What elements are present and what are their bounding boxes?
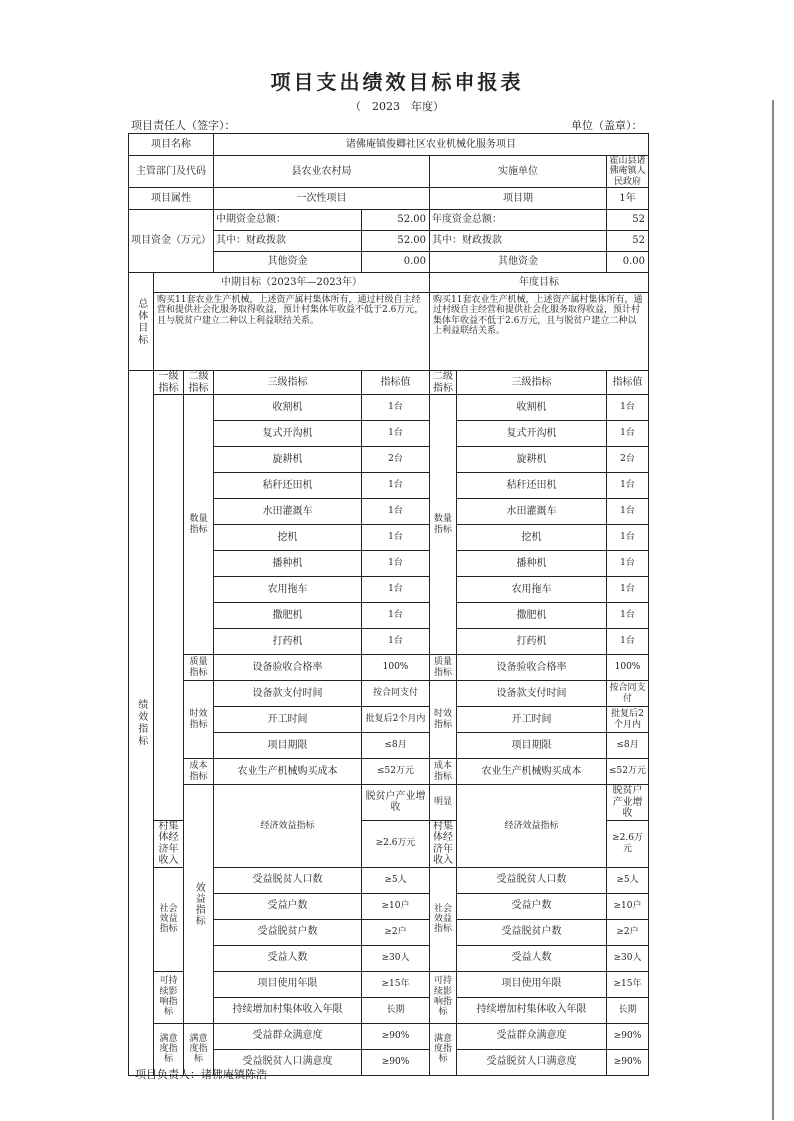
value-year-social: ≥5人	[607, 867, 649, 893]
value-quantity: 1台	[362, 499, 430, 525]
indicator-row	[129, 785, 649, 821]
value-year-time: ≤8月	[607, 733, 649, 759]
value-quantity: 2台	[362, 447, 430, 473]
level3-time: 开工时间	[214, 707, 362, 733]
level3-year-econ: 脱贫户产业增收	[607, 785, 649, 821]
value-year-sustain: 长期	[607, 997, 649, 1023]
level3-year-econ: 村集体经济年收入	[430, 820, 457, 867]
level3-quantity: 秸秆还田机	[214, 473, 362, 499]
project-name: 诸佛庵镇俊卿社区农业机械化服务项目	[214, 134, 649, 156]
mid-total-value: 52.00	[362, 210, 430, 231]
value-year-quantity: 1台	[607, 629, 649, 655]
value-sustain: ≥15年	[362, 971, 430, 997]
level2-year-satisfaction: 满意度指标	[430, 1023, 457, 1075]
h-value-year: 指标值	[607, 371, 649, 395]
level3-year-time: 设备款支付时间	[457, 681, 607, 707]
value-quantity: 1台	[362, 525, 430, 551]
level3-year-quantity: 秸秆还田机	[457, 473, 607, 499]
level3-econ: 脱贫户产业增收	[362, 785, 430, 821]
level3-year-time: 项目期限	[457, 733, 607, 759]
level3-year-quantity: 打药机	[457, 629, 607, 655]
level2-cost: 成本指标	[184, 759, 214, 785]
value-social: ≥30人	[362, 945, 430, 971]
level3-year-quantity: 旋耕机	[457, 447, 607, 473]
level3-year-quantity: 收割机	[457, 395, 607, 421]
level2-year-quality: 质量指标	[430, 655, 457, 681]
level3-year-quality: 设备验收合格率	[457, 655, 607, 681]
value-quality: 100%	[362, 655, 430, 681]
value-year-sustain: ≥15年	[607, 971, 649, 997]
goals-label: 总体目标	[129, 273, 154, 371]
level3-year-social: 受益户数	[457, 893, 607, 919]
level2-sustain: 可持续影响指标	[154, 971, 184, 1023]
level3-quantity: 播种机	[214, 551, 362, 577]
attr-row	[129, 188, 649, 210]
value-year-quantity: 1台	[607, 603, 649, 629]
value-social: ≥5人	[362, 867, 430, 893]
level3-quantity: 收割机	[214, 395, 362, 421]
level3-year-quantity: 撒肥机	[457, 603, 607, 629]
value-year-satisfaction: ≥90%	[607, 1023, 649, 1049]
responsible-signature-label: 项目责任人（签字）：	[131, 119, 236, 132]
mid-fiscal-label: 其中：财政拨款	[214, 231, 362, 252]
level3-econ: 村集体经济年收入	[154, 820, 184, 867]
value-time: 按合同支付	[362, 681, 430, 707]
h-level2-year: 二级指标	[430, 371, 457, 395]
mid-goal-text: 购买11套农业生产机械，上述资产属村集体所有，通过村级自主经营和提供社会化服务取得收益，预计村集体年收益不低于2.6万元，且与脱贫户建立二种以上利益联结关系。	[154, 293, 430, 371]
value-year-social: ≥2户	[607, 919, 649, 945]
level3-year-sustain: 持续增加村集体收入年限	[457, 997, 607, 1023]
footer-responsible: 项目负责人：诸佛庵镇陈浩	[135, 1068, 267, 1081]
value-quantity: 1台	[362, 421, 430, 447]
mid-total-label: 中期资金总额：	[214, 210, 362, 231]
level3-social: 受益户数	[214, 893, 362, 919]
goals-text-row	[129, 293, 649, 371]
page-title: 项目支出绩效目标申报表	[270, 70, 524, 94]
project-name-row	[129, 134, 649, 156]
value-satisfaction: ≥90%	[362, 1023, 430, 1049]
value-social: ≥10户	[362, 893, 430, 919]
level3-year-social: 受益人数	[457, 945, 607, 971]
level3-year-quantity: 播种机	[457, 551, 607, 577]
level2-year-sustain: 可持续影响指标	[430, 971, 457, 1023]
value-year-quantity: 2台	[607, 447, 649, 473]
value-year-cost: ≤52万元	[607, 759, 649, 785]
indicator-row	[129, 395, 649, 421]
year-fiscal-label: 其中：财政拨款	[430, 231, 607, 252]
level2-time: 时效指标	[184, 681, 214, 759]
level2-year-cost: 成本指标	[430, 759, 457, 785]
level3-year-social: 受益脱贫户数	[457, 919, 607, 945]
h-value: 指标值	[362, 371, 430, 395]
h-level2: 二级指标	[184, 371, 214, 395]
value-econ: 明显	[430, 785, 457, 821]
mid-goal-header: 中期目标（2023年—2023年）	[154, 273, 430, 293]
value-year-quality: 100%	[607, 655, 649, 681]
level3-time: 项目期限	[214, 733, 362, 759]
value-year-quantity: 1台	[607, 577, 649, 603]
level3-year-satisfaction: 受益群众满意度	[457, 1023, 607, 1049]
value-year-quantity: 1台	[607, 395, 649, 421]
value-quantity: 1台	[362, 603, 430, 629]
value-quantity: 1台	[362, 395, 430, 421]
value-year-quantity: 1台	[607, 525, 649, 551]
level3-year-quantity: 水田灌溉车	[457, 499, 607, 525]
indicator-header-row	[129, 371, 649, 395]
value-year-satisfaction: ≥90%	[607, 1049, 649, 1075]
value-year-quantity: 1台	[607, 473, 649, 499]
level2-econ: 经济效益指标	[214, 785, 362, 868]
level3-quantity: 水田灌溉车	[214, 499, 362, 525]
funds-label: 项目资金（万元）	[129, 210, 214, 273]
value-cost: ≤52万元	[362, 759, 430, 785]
impl-label: 实施单位	[430, 156, 607, 188]
period-value: 1年	[607, 188, 649, 210]
level3-sustain: 项目使用年限	[214, 971, 362, 997]
level3-social: 受益脱贫人口数	[214, 867, 362, 893]
dept-label: 主管部门及代码	[129, 156, 214, 188]
level2-year-time: 时效指标	[430, 681, 457, 759]
value-year-quantity: 1台	[607, 551, 649, 577]
year-goal-text: 购买11套农业生产机械，上述资产属村集体所有，通过村级自主经营和提供社会化服务取得收益，预计村集体年收益不低于2.6万元，且与脱贫户建立二种以上利益联结关系。	[430, 293, 649, 371]
h-level3-year: 三级指标	[457, 371, 607, 395]
level3-cost: 农业生产机械购买成本	[214, 759, 362, 785]
value-time: ≤8月	[362, 733, 430, 759]
year-goal-header: 年度目标	[430, 273, 649, 293]
year-total-label: 年度资金总额：	[430, 210, 607, 231]
level3-year-quantity: 复式开沟机	[457, 421, 607, 447]
level3-sustain: 持续增加村集体收入年限	[214, 997, 362, 1023]
value-quantity: 1台	[362, 551, 430, 577]
value-quantity: 1台	[362, 473, 430, 499]
year-fiscal-value: 52	[607, 231, 649, 252]
indicator-row	[129, 681, 649, 707]
attr-label: 项目属性	[129, 188, 214, 210]
indicator-row	[129, 1023, 649, 1049]
level3-time: 设备款支付时间	[214, 681, 362, 707]
value-year-quantity: 1台	[607, 421, 649, 447]
level3-year-cost: 农业生产机械购买成本	[457, 759, 607, 785]
level2-quality: 质量指标	[184, 655, 214, 681]
level3-year-time: 开工时间	[457, 707, 607, 733]
benefit-indicator-l1: 效益指标	[184, 785, 214, 1024]
level3-social: 受益人数	[214, 945, 362, 971]
h-level1: 一级指标	[154, 371, 184, 395]
mid-other-label: 其他资金	[214, 252, 362, 273]
level3-quantity: 打药机	[214, 629, 362, 655]
performance-table	[128, 133, 649, 1076]
level3-satisfaction: 受益脱贫人口满意度	[214, 1049, 362, 1075]
indicator-row	[129, 655, 649, 681]
year-other-value: 0.00	[607, 252, 649, 273]
value-quantity: 1台	[362, 577, 430, 603]
dept-row	[129, 156, 649, 188]
dept-value: 县农业农村局	[214, 156, 430, 188]
project-name-label: 项目名称	[129, 134, 214, 156]
funds-row-1	[129, 210, 649, 231]
value-year-econ: ≥2.6万元	[607, 820, 649, 867]
indicator-row	[129, 759, 649, 785]
level3-year-satisfaction: 受益脱贫人口满意度	[457, 1049, 607, 1075]
level3-quantity: 农用拖车	[214, 577, 362, 603]
value-social: ≥2户	[362, 919, 430, 945]
level2-year-quantity: 数量指标	[430, 395, 457, 655]
value-year-social: ≥30人	[607, 945, 649, 971]
value-time: 批复后2个月内	[362, 707, 430, 733]
fiscal-year: （ 2023 年度）	[350, 100, 444, 113]
h-level3: 三级指标	[214, 371, 362, 395]
level3-quantity: 复式开沟机	[214, 421, 362, 447]
level3-social: 受益脱贫户数	[214, 919, 362, 945]
level3-year-quantity: 农用拖车	[457, 577, 607, 603]
page-edge-line	[772, 100, 774, 1120]
level3-year-sustain: 项目使用年限	[457, 971, 607, 997]
level2-quantity: 数量指标	[184, 395, 214, 655]
goals-header-row	[129, 273, 649, 293]
year-total-value: 52	[607, 210, 649, 231]
unit-seal-label: 单位（盖章）：	[571, 119, 643, 132]
value-year-time: 批复后2个月内	[607, 707, 649, 733]
mid-other-value: 0.00	[362, 252, 430, 273]
value-quantity: 1台	[362, 629, 430, 655]
attr-value: 一次性项目	[214, 188, 430, 210]
level3-satisfaction: 受益群众满意度	[214, 1023, 362, 1049]
level3-year-social: 受益脱贫人口数	[457, 867, 607, 893]
value-year-quantity: 1台	[607, 499, 649, 525]
output-indicator-l1	[154, 395, 184, 821]
level2-social: 社会效益指标	[154, 867, 184, 971]
level2-year-econ: 经济效益指标	[457, 785, 607, 868]
value-econ: ≥2.6万元	[362, 820, 430, 867]
value-satisfaction: ≥90%	[362, 1049, 430, 1075]
satisfaction-indicator-l1: 满意度指标	[154, 1023, 184, 1075]
mid-fiscal-value: 52.00	[362, 231, 430, 252]
period-label: 项目期	[430, 188, 607, 210]
value-year-social: ≥10户	[607, 893, 649, 919]
perf-indicators-label: 绩效指标	[129, 371, 154, 1076]
impl-value: 霍山县诸佛庵镇人民政府	[607, 156, 649, 188]
level3-quality: 设备验收合格率	[214, 655, 362, 681]
year-other-label: 其他资金	[430, 252, 607, 273]
value-sustain: 长期	[362, 997, 430, 1023]
value-year-time: 按合同支付	[607, 681, 649, 707]
level3-quantity: 撒肥机	[214, 603, 362, 629]
level2-year-social: 社会效益指标	[430, 867, 457, 971]
level3-quantity: 挖机	[214, 525, 362, 551]
level2-satisfaction: 满意度指标	[184, 1023, 214, 1075]
level3-year-quantity: 挖机	[457, 525, 607, 551]
level3-quantity: 旋耕机	[214, 447, 362, 473]
